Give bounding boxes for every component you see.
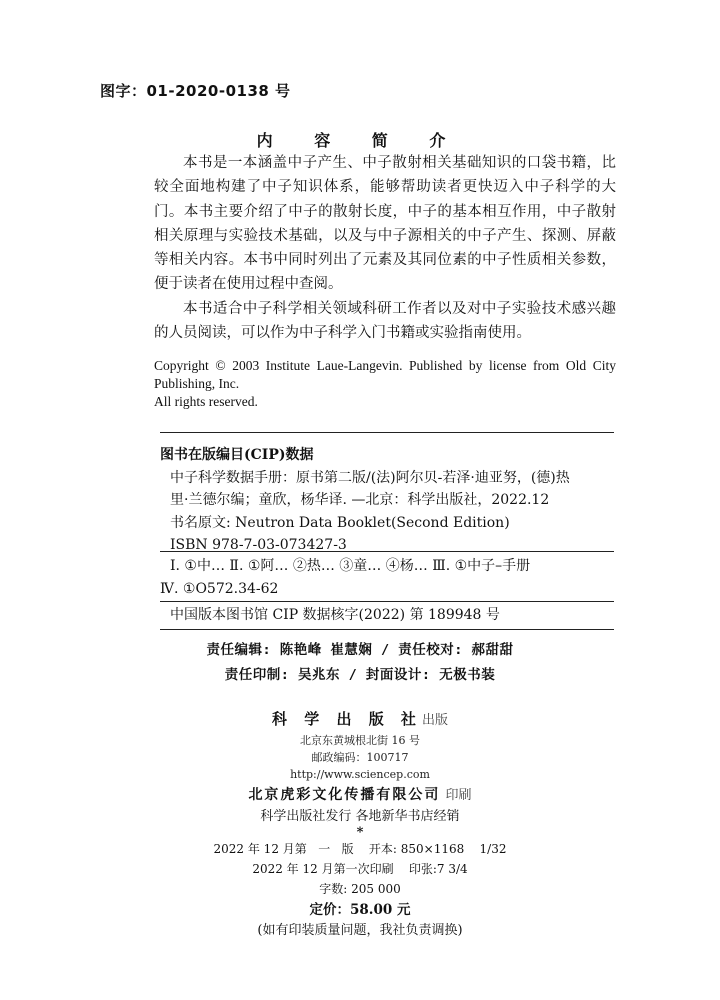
intro-paragraph: 本书适合中子科学相关领域科研工作者以及对中子实验技术感兴趣的人员阅读，可以作为中子科学入门书籍或实验指南使用。 — [154, 300, 616, 342]
printer-suffix: 印刷 — [445, 788, 472, 803]
cip-record — [160, 604, 614, 627]
credits-line: 责任编辑: 陈艳峰 崔慧娴 / 责任校对: 郝甜甜 — [206, 642, 514, 658]
credits-line: 责任印制: 吴兆东 / 封面设计: 无极书装 — [224, 667, 496, 683]
cip-bottom-rule — [160, 629, 614, 630]
cip-class-line: Ⅳ. ①O572.34-62 — [160, 580, 279, 597]
cip-heading: 图书在版编目(CIP)数据 — [160, 447, 314, 463]
word-count: 字数: 205 000 — [319, 882, 401, 896]
price: 定价：58.00 元 — [309, 902, 411, 918]
edition-line: 2022 年 12 月第 一 版 开本: 850×1168 1/32 — [213, 842, 507, 856]
cip-block — [160, 444, 614, 557]
cip-record-number: 中国版本图书馆 CIP 数据核字(2022) 第 189948 号 — [170, 607, 500, 623]
publisher-name: 科 学 出 版 社 — [272, 710, 422, 728]
cip-class-line: Ⅰ. ①中… Ⅱ. ①阿… ②热… ③童… ④杨… Ⅲ. ①中子–手册 — [170, 558, 531, 574]
cip-title-line: 中子科学数据手册：原书第二版/(法)阿尔贝-若泽·迪亚努，(德)热 — [170, 469, 570, 486]
publisher-postcode: 邮政编码：100717 — [311, 751, 409, 764]
copyright-notice: Copyright © 2003 Institute Laue-Langevin. Published by license from Old City Publishing, Inc. All rights reserved. — [154, 358, 616, 409]
publisher-suffix: 出版 — [421, 713, 448, 728]
intro-text — [154, 151, 616, 345]
separator-star: * — [356, 825, 364, 840]
publisher-website: http://www.sciencep.com — [290, 768, 430, 781]
intro-title: 内 容 简 介 — [256, 131, 464, 150]
publisher-block — [0, 708, 720, 941]
distribution-line: 科学出版社发行 各地新华书店经销 — [260, 809, 460, 824]
cip-top-rule — [160, 432, 614, 433]
publisher-address: 北京东黄城根北街 16 号 — [300, 734, 420, 747]
cip-original-title: 书名原文: Neutron Data Booklet(Second Edition) — [170, 514, 510, 531]
printing-line: 2022 年 12 月第一次印刷 印张:7 3/4 — [252, 862, 468, 876]
cip-mid-rule — [160, 551, 614, 552]
quality-notice: (如有印装质量问题，我社负责调换) — [257, 923, 463, 938]
registration-number: 图字：01-2020-0138 号 — [100, 82, 291, 100]
printer-name: 北京虎彩文化传播有限公司 — [248, 787, 441, 803]
intro-paragraph: 本书是一本涵盖中子产生、中子散射相关基础知识的口袋书籍，比较全面地构建了中子知识体系，能够帮助读者更快迈入中子科学的大门。本书主要介绍了中子的散射长度，中子的基本相互作用，中子散射相关原理与实验技术基础，以及与中子源相关的中子产生、探测、屏蔽等相关内容。本书中同时列出了元素及其同位素的中子性质相关参数，便于读者在使用过程中查阅。 — [154, 155, 616, 293]
cip-classification — [160, 555, 614, 600]
cip-isbn: ISBN 978-7-03-073427-3 — [170, 537, 347, 554]
cip-mid-rule — [160, 601, 614, 602]
cip-title-line: 里·兰德尔编；童欣，杨华译. —北京：科学出版社，2022.12 — [170, 492, 550, 509]
